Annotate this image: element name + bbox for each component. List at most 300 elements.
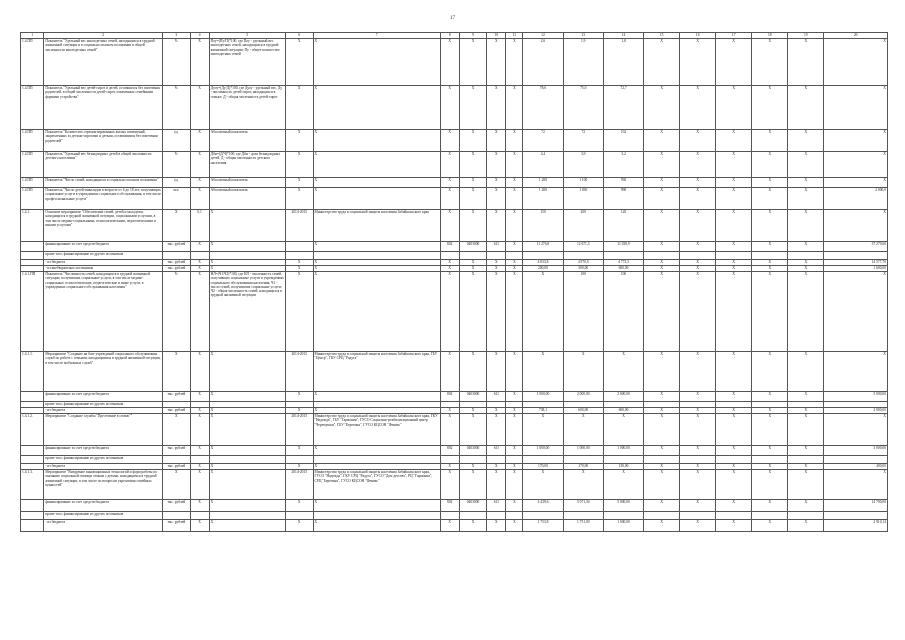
table-cell: X (487, 178, 506, 188)
table-cell: X (440, 272, 459, 352)
column-number: 16 (680, 33, 716, 39)
column-number: 1 (21, 33, 44, 39)
table-cell: X (440, 260, 459, 266)
row-description-cell: финансирование за счет средств бюджета (44, 392, 163, 402)
column-number: 19 (788, 33, 824, 39)
row-code-cell: 1.4.1.2. (21, 414, 44, 446)
table-cell: ед. (163, 130, 191, 152)
column-number: 14 (603, 33, 643, 39)
table-cell (644, 512, 680, 520)
table-cell: 802 (440, 242, 459, 252)
row-code-cell: 1.4.ПП (21, 130, 44, 152)
table-row (21, 188, 888, 210)
table-cell: X (440, 414, 459, 446)
row-description-cell: - из бюджета (44, 408, 163, 414)
table-cell: 2 000,00 (824, 408, 888, 414)
table-cell (680, 456, 716, 464)
table-cell: X (716, 520, 752, 532)
row-description-cell: Мероприятие "Создание службы "Пресечение в семью"" (44, 414, 163, 446)
row-code-cell (21, 500, 44, 512)
table-cell: X (752, 188, 788, 210)
column-number: 3 (163, 33, 191, 39)
table-cell: X (190, 414, 209, 446)
table-cell: 1 600,00 (824, 266, 888, 272)
table-cell: 3,2 (603, 152, 643, 178)
row-description-cell: Показатель "Удельный вес безнадзорных детей в общей численности детского населения" (44, 152, 163, 178)
table-cell (716, 456, 752, 464)
table-cell: 150 (523, 210, 563, 242)
table-cell (523, 456, 563, 464)
table-cell: X (440, 178, 459, 188)
row-code-cell: 1.4.ПП (21, 39, 44, 86)
table-cell: X (459, 210, 487, 242)
table-cell: X (752, 260, 788, 266)
table-cell: X (313, 520, 440, 532)
table-cell: X (644, 464, 680, 470)
table-cell: X (752, 470, 788, 500)
table-cell: X (506, 446, 523, 456)
table-cell: X (680, 446, 716, 456)
table-row (21, 272, 888, 352)
table-cell: 400,00 (824, 464, 888, 470)
table-cell (163, 512, 191, 520)
table-cell: 600,00 (603, 266, 643, 272)
table-cell: 0403000 (459, 242, 487, 252)
row-description-cell: Мероприятие "Внедрение инновационных технологий и форм работы по оказанию социальной помощи семьям с детьми, находящимся в трудной жизненной ситуации, в том числе по вопросам укрепления семейных ценностей" (44, 470, 163, 500)
table-row (21, 210, 888, 242)
table-cell (487, 456, 506, 464)
table-cell (603, 252, 643, 260)
row-description-cell: Показатель "Число семей, находящихся в социально опасном положении" (44, 178, 163, 188)
column-number: 7 (313, 33, 440, 39)
table-cell (603, 456, 643, 464)
row-code-cell (21, 446, 44, 456)
table-cell: X (487, 272, 506, 352)
table-cell: X (190, 352, 209, 392)
table-cell (680, 252, 716, 260)
table-cell: X (459, 152, 487, 178)
table-cell: X (440, 464, 459, 470)
table-cell: 0,1 (190, 210, 209, 242)
table-cell: X (209, 500, 285, 512)
table-cell: X (190, 130, 209, 152)
table-cell: чел. (163, 188, 191, 210)
table-cell: Министерство труда и социальной защиты населения Забайкальского края, ГУСО "Надежда", ГКУ СРЦ "Радуга", ГУСО "Дом детства", РЦ "Гармония", СРЦ "Берегиня", ГУСО КЦСОН "Феникс" (313, 470, 440, 500)
table-cell: X (752, 500, 788, 512)
column-number: 17 (716, 33, 752, 39)
table-row (21, 500, 888, 512)
table-cell (190, 252, 209, 260)
table-cell: 2,6 (523, 39, 563, 86)
table-row (21, 252, 888, 260)
table-cell: X (440, 39, 459, 86)
table-cell (440, 456, 459, 464)
table-cell: 120 (603, 210, 643, 242)
table-cell: X (163, 352, 191, 392)
table-cell: 930 (603, 178, 643, 188)
table-cell: X (680, 39, 716, 86)
table-cell: X (209, 242, 285, 252)
table-cell: X (644, 500, 680, 512)
table-cell (563, 252, 603, 260)
row-code-cell: 1.4.1.3. (21, 470, 44, 500)
row-description-cell: финансирование за счет средств бюджета (44, 242, 163, 252)
table-cell: X (716, 260, 752, 266)
table-cell: X (523, 470, 563, 500)
table-cell: X (313, 130, 440, 152)
table-cell: X (459, 266, 487, 272)
row-code-cell: 1.4.ПП (21, 178, 44, 188)
table-cell: X (788, 414, 824, 446)
table-cell: X (163, 414, 191, 446)
table-cell: 4 970,0 (563, 260, 603, 266)
table-cell: X (644, 39, 680, 86)
table-cell: X (644, 178, 680, 188)
table-row (21, 352, 888, 392)
table-cell: X (440, 470, 459, 500)
table-cell: X (487, 266, 506, 272)
table-cell: X (824, 86, 888, 130)
table-cell: X (644, 520, 680, 532)
table-cell: X (788, 520, 824, 532)
table-cell: X (487, 188, 506, 210)
table-cell: X (487, 352, 506, 392)
row-code-cell: 1.4.1. (21, 210, 44, 242)
table-cell: 11 276,8 (523, 242, 563, 252)
table-cell (285, 512, 313, 520)
table-cell: X (680, 86, 716, 130)
program-table (20, 32, 888, 532)
column-number: 12 (523, 33, 563, 39)
table-cell: X (487, 152, 506, 178)
table-cell: X (190, 408, 209, 414)
table-row (21, 456, 888, 464)
table-cell: X (209, 392, 285, 402)
table-cell (824, 252, 888, 260)
table-cell: X (644, 352, 680, 392)
table-cell (824, 512, 888, 520)
table-cell: X (680, 266, 716, 272)
table-cell: X (190, 178, 209, 188)
table-cell: X (487, 464, 506, 470)
table-cell: 2 000,00 (603, 392, 643, 402)
table-cell: X (190, 446, 209, 456)
page-number: 17 (450, 16, 455, 21)
table-cell: X (313, 392, 440, 402)
column-number: 4 (190, 33, 209, 39)
table-cell: X (506, 470, 523, 500)
column-number: 5 (209, 33, 285, 39)
table-cell: X (190, 464, 209, 470)
table-cell: X (680, 392, 716, 402)
table-cell: X (487, 470, 506, 500)
table-cell: X (716, 392, 752, 402)
table-cell: X (752, 242, 788, 252)
row-description-cell: Мероприятие "Создание на базе учреждений социального обслуживания служб по работе с семьями, находящимися в трудной жизненной ситуации, в том числе мобильных служб" (44, 352, 163, 392)
table-cell: 2014-2015 (285, 470, 313, 500)
table-cell: X (440, 266, 459, 272)
table-cell: 3 000,00 (824, 446, 888, 456)
table-cell: X (163, 210, 191, 242)
table-cell (163, 252, 191, 260)
table-cell: X (788, 408, 824, 414)
table-cell (752, 512, 788, 520)
table-cell (716, 512, 752, 520)
row-description-cell: Показатель "Количество отремонтированных жилых помещений, закрепленных за детьми-сиротами и детьми, оставшимися без попечения родителей" (44, 130, 163, 152)
table-cell: 4,4 (523, 152, 563, 178)
table-cell: X (824, 178, 888, 188)
table-cell: 5 000,00 (603, 500, 643, 512)
table-cell: X (644, 130, 680, 152)
table-cell (603, 512, 643, 520)
table-cell: X (716, 152, 752, 178)
table-cell: X (459, 178, 487, 188)
row-description-cell: кроме того, финансирование из других источников (44, 512, 163, 520)
column-number: 20 (824, 33, 888, 39)
table-cell: Министерство труда и социальной защиты населения Забайкальского края (313, 210, 440, 242)
table-cell: тыс. рублей (163, 408, 191, 414)
table-cell: X (190, 86, 209, 130)
table-cell: 1 000,00 (523, 446, 563, 456)
table-cell: X (487, 520, 506, 532)
table-cell: 2 000,0 (824, 188, 888, 210)
table-cell: X (190, 272, 209, 352)
table-cell: X (313, 272, 440, 352)
table-cell: X (285, 520, 313, 532)
table-row (21, 39, 888, 86)
table-cell: X (752, 210, 788, 242)
table-cell: X (440, 352, 459, 392)
table-cell: X (487, 414, 506, 446)
table-cell: X (459, 272, 487, 352)
table-row (21, 520, 888, 532)
table-cell (313, 252, 440, 260)
row-code-cell: 1.4.ПП (21, 188, 44, 210)
table-cell: X (459, 86, 487, 130)
table-cell (824, 456, 888, 464)
table-cell: X (209, 464, 285, 470)
row-code-cell (21, 456, 44, 464)
table-cell: 200,00 (523, 266, 563, 272)
table-cell: 75,0 (563, 86, 603, 130)
table-cell: тыс. рублей (163, 500, 191, 512)
row-code-cell: 1.4.ПП (21, 86, 44, 130)
table-cell: X (824, 152, 888, 178)
table-cell: X (716, 272, 752, 352)
table-cell (285, 456, 313, 464)
table-cell: X (644, 266, 680, 272)
table-cell: X (313, 242, 440, 252)
table-cell: X (313, 266, 440, 272)
table-cell: X (644, 414, 680, 446)
table-cell: X (313, 446, 440, 456)
table-cell: X (824, 130, 888, 152)
table-cell: X (285, 272, 313, 352)
table-cell (788, 252, 824, 260)
column-number: 8 (440, 33, 459, 39)
table-cell: X (440, 130, 459, 152)
table-cell (440, 512, 459, 520)
table-cell: 4 833,8 (523, 260, 563, 266)
table-cell (506, 456, 523, 464)
table-cell: X (752, 152, 788, 178)
table-cell: 1 000,00 (563, 446, 603, 456)
table-cell: X (752, 464, 788, 470)
table-cell: 611 (487, 242, 506, 252)
table-cell: 2014-2015 (285, 414, 313, 446)
table-cell: X (506, 266, 523, 272)
table-cell: тыс. рублей (163, 392, 191, 402)
table-cell: X (752, 39, 788, 86)
row-description-cell: - из бюджета (44, 464, 163, 470)
table-cell: X (285, 86, 313, 130)
table-cell: 100 (563, 272, 603, 352)
table-cell: X (209, 520, 285, 532)
table-cell: X (285, 130, 313, 152)
table-cell: X (313, 178, 440, 188)
table-cell: X (285, 446, 313, 456)
table-cell: X (680, 352, 716, 392)
table-cell: 2 910,14 (824, 520, 888, 532)
table-cell: X (752, 130, 788, 152)
row-code-cell (21, 242, 44, 252)
table-cell: X (190, 242, 209, 252)
table-cell: 1 751,00 (563, 520, 603, 532)
table-cell: 611 (487, 392, 506, 402)
table-cell: X (788, 152, 824, 178)
table-cell: 78,6 (523, 86, 563, 130)
table-cell: X (285, 39, 313, 86)
table-cell (190, 456, 209, 464)
table-cell: X (680, 520, 716, 532)
table-cell: X (190, 266, 209, 272)
table-cell: тыс. рублей (163, 260, 191, 266)
table-cell: X (459, 470, 487, 500)
table-cell: X (313, 408, 440, 414)
table-cell (563, 456, 603, 464)
table-cell: 102 (603, 130, 643, 152)
table-cell: X (603, 352, 643, 392)
table-cell: X (824, 470, 888, 500)
table-cell (487, 512, 506, 520)
table-cell: X (506, 408, 523, 414)
table-cell: 72 (523, 130, 563, 152)
table-cell (440, 252, 459, 260)
table-cell: X (459, 464, 487, 470)
table-cell (487, 252, 506, 260)
table-cell: X (285, 464, 313, 470)
table-cell: X (506, 392, 523, 402)
table-row (21, 130, 888, 152)
table-cell: X (788, 500, 824, 512)
table-cell: X (824, 352, 888, 392)
table-cell: X (285, 152, 313, 178)
table-cell: X (752, 392, 788, 402)
table-cell: 170,00 (563, 464, 603, 470)
table-cell (163, 456, 191, 464)
table-cell: X (680, 500, 716, 512)
table-cell: X (788, 188, 824, 210)
table-cell: 14 700,00 (824, 500, 888, 512)
table-cell: X (563, 470, 603, 500)
table-cell: X (313, 260, 440, 266)
table-cell (752, 456, 788, 464)
table-cell: X (209, 414, 285, 446)
table-cell: X (644, 446, 680, 456)
table-cell: Министерство труда и социальной защиты населения Забайкальского края, ГБУ "Центр", ГКУ СРЦ "Радуга" (313, 352, 440, 392)
table-cell: X (603, 414, 643, 446)
table-cell: X (440, 86, 459, 130)
table-cell: 0403000 (459, 392, 487, 402)
table-cell: X (506, 520, 523, 532)
table-cell: X (716, 188, 752, 210)
table-cell: X (788, 272, 824, 352)
table-cell: X (644, 86, 680, 130)
table-cell (285, 242, 313, 252)
table-cell: X (313, 39, 440, 86)
table-cell (506, 252, 523, 260)
table-cell: 1 200 (523, 188, 563, 210)
table-cell: X (506, 188, 523, 210)
row-description-cell: Показатель "Число детей-инвалидов в возрасте от 6 до 18 лет, получающих социальные услуги в учреждениях социального обслуживания, в том числе профессиональные услуги" (44, 188, 163, 210)
table-cell: X (716, 242, 752, 252)
table-cell (563, 512, 603, 520)
table-row (21, 414, 888, 446)
table-cell: X (487, 210, 506, 242)
table-cell: X (752, 408, 788, 414)
table-cell: X (209, 210, 285, 242)
table-cell: X (506, 260, 523, 266)
table-cell: 1,8 (603, 39, 643, 86)
row-code-cell (21, 520, 44, 532)
table-cell: X (190, 470, 209, 500)
table-cell: 600,00 (603, 408, 643, 414)
table-cell: X (563, 352, 603, 392)
column-number: 13 (563, 33, 603, 39)
table-cell: X (487, 130, 506, 152)
table-row (21, 446, 888, 456)
table-cell: X (716, 470, 752, 500)
table-cell: X (285, 266, 313, 272)
table-cell: 2014-2015 (285, 352, 313, 392)
table-cell: X (824, 272, 888, 352)
table-cell: X (190, 188, 209, 210)
table-cell: X (716, 86, 752, 130)
table-cell (313, 456, 440, 464)
table-cell (190, 512, 209, 520)
table-cell: 611 (487, 500, 506, 512)
table-cell: X (506, 152, 523, 178)
table-cell: X (752, 266, 788, 272)
table-cell (285, 252, 313, 260)
row-code-cell: 1.4.1.1. (21, 352, 44, 392)
table-cell: X (459, 260, 487, 266)
table-cell: X (209, 470, 285, 500)
table-cell: X (752, 272, 788, 352)
row-description-cell: Показатель "Удельный вес многодетных семей, находящихся в трудной жизненной ситуации и в социально опасном положении в общей численности многодетных семей" (44, 39, 163, 86)
table-cell: X (506, 414, 523, 446)
table-cell: НЛ=(Ч1/Ч2)*100, где НЛ - численность семей, получивших социальные услуги в учреждениях социального обслуживания населения; Ч1 - число семей, получивших социальные услуги; Ч2 - общая численность семей, находящихся в трудной жизненной ситуации (209, 272, 285, 352)
table-cell: 600,00 (563, 408, 603, 414)
table-cell: X (788, 210, 824, 242)
table-cell: 2 000,00 (563, 392, 603, 402)
table-cell: X (285, 408, 313, 414)
table-cell (209, 456, 285, 464)
table-cell (459, 512, 487, 520)
table-cell: X (680, 408, 716, 414)
table-cell: X (680, 210, 716, 242)
table-cell: 14 577,70 (824, 260, 888, 266)
